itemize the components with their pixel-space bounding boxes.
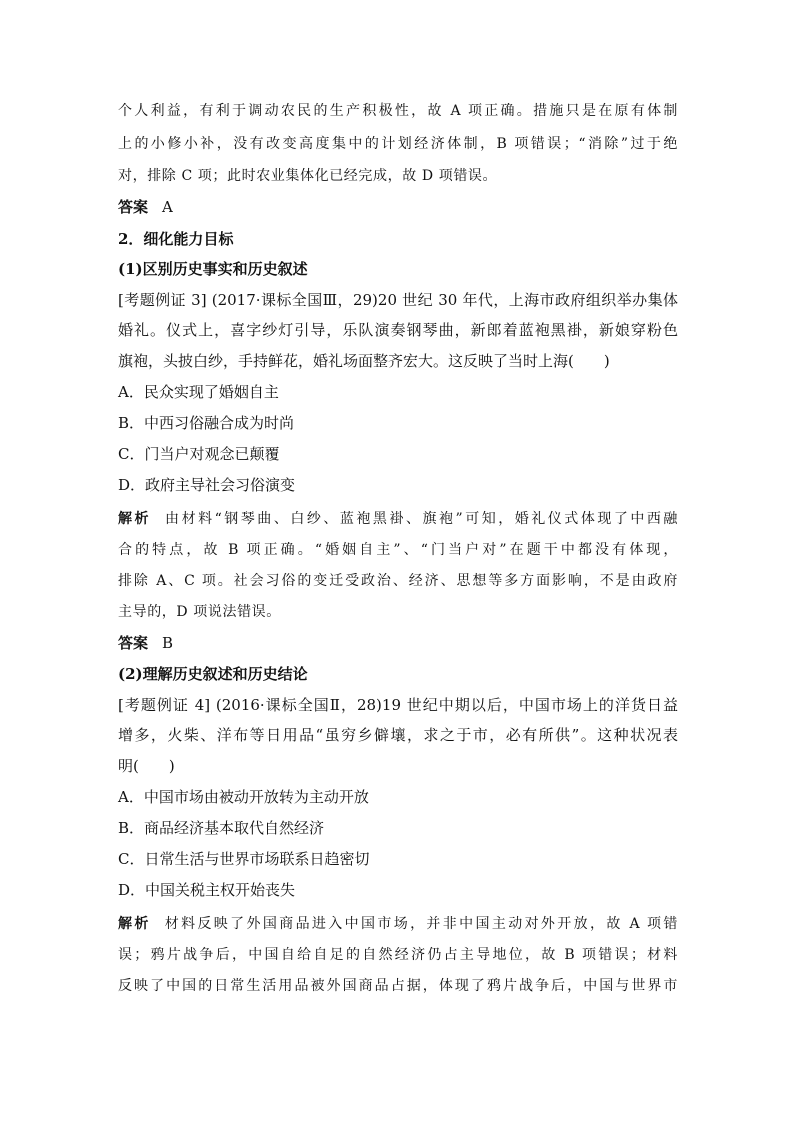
- example3-analysis-line-3: 排除 A、C 项。社会习俗的变迁受政治、经济、思想等多方面影响，不是由政府: [118, 573, 678, 589]
- section-heading: 2．细化能力目标: [118, 230, 234, 248]
- answer-value: A: [162, 198, 173, 216]
- example4-option-b: B．商品经济基本取代自然经济: [118, 819, 325, 837]
- intro-line-3: 对，排除 C 项；此时农业集体化已经完成，故 D 项错误。: [118, 168, 498, 184]
- answer-label: 答案: [118, 634, 149, 652]
- example3-option-b: B．中西习俗融合成为时尚: [118, 414, 295, 432]
- analysis-text: 由材料“钢琴曲、白纱、蓝袍黑褂、旗袍”可知，婚礼仪式体现了中西融: [165, 511, 679, 527]
- intro-line-1: 个人利益，有利于调动农民的生产积极性，故 A 项正确。措施只是在原有体制: [118, 103, 678, 119]
- example4-analysis-line-2: 误；鸦片战争后，中国自给自足的自然经济仍占主导地位，故 B 项错误；材料: [118, 947, 678, 963]
- example3-stem-line-2: 婚礼。仪式上，喜字纱灯引导，乐队演奏钢琴曲，新郎着蓝袍黑褂，新娘穿粉色: [118, 321, 678, 339]
- intro-answer: [118, 197, 678, 217]
- example3-analysis-line-1: [118, 509, 678, 529]
- example3-analysis-line-4: 主导的，D 项说法错误。: [118, 604, 281, 620]
- example4-stem-line-1: [考题例证 4] (2016·课标全国Ⅱ，28)19 世纪中期以后，中国市场上的洋货日益: [118, 696, 678, 714]
- example4-analysis-line-1: [118, 914, 678, 934]
- example4-option-c: C．日常生活与世界市场联系日趋密切: [118, 850, 370, 868]
- analysis-label: 解析: [118, 511, 152, 527]
- example3-option-c: C．门当户对观念已颠覆: [118, 445, 280, 463]
- intro-line-2: 上的小修小补，没有改变高度集中的计划经济体制，B 项错误；“消除”过于绝: [118, 136, 678, 152]
- answer-value: B: [162, 634, 174, 652]
- example3-stem-line-3: 旗袍，头披白纱，手持鲜花，婚礼场面整齐宏大。这反映了当时上海( ): [118, 352, 610, 370]
- example3-option-d: D．政府主导社会习俗演变: [118, 476, 296, 494]
- subsection-heading-1: (1)区别历史事实和历史叙述: [118, 260, 308, 278]
- example4-stem-line-3: 明( ): [118, 757, 175, 775]
- example3-answer: [118, 633, 678, 653]
- analysis-label: 解析: [118, 916, 151, 932]
- example4-analysis-line-3: 反映了中国的日常生活用品被外国商品占据，体现了鸦片战争后，中国与世界市: [118, 978, 678, 994]
- example3-stem-line-1: [考题例证 3] (2017·课标全国Ⅲ，29)20 世纪 30 年代，上海市政府组织举办集体: [118, 291, 678, 309]
- answer-label: 答案: [118, 198, 149, 216]
- analysis-text: 材料反映了外国商品进入中国市场，并非中国主动对外开放，故 A 项错: [164, 916, 678, 932]
- example3-option-a: A．民众实现了婚姻自主: [118, 383, 279, 401]
- example4-option-a: A．中国市场由被动开放转为主动开放: [118, 788, 369, 806]
- subsection-heading-2: (2)理解历史叙述和历史结论: [118, 665, 308, 683]
- example4-option-d: D．中国关税主权开始丧失: [118, 881, 296, 899]
- example4-stem-line-2: 增多，火柴、洋布等日用品“虽穷乡僻壤，求之于市，必有所供”。这种状况表: [118, 726, 678, 744]
- example3-analysis-line-2: 合的特点，故 B 项正确。“婚姻自主”、“门当户对”在题干中都没有体现，: [118, 542, 678, 558]
